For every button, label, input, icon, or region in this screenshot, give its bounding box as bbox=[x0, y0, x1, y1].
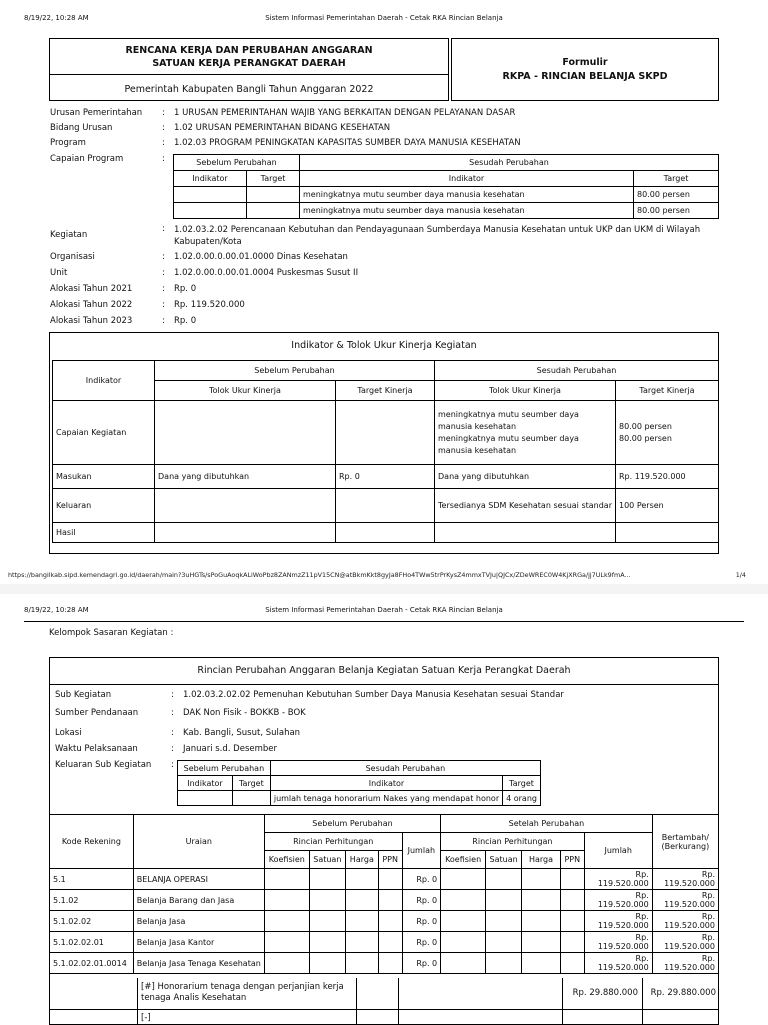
table-row: meningkatnya mutu seumber daya manusia kesehatan 80.00 persen bbox=[174, 203, 719, 219]
header-right-box bbox=[451, 38, 719, 101]
table-row: Masukan Dana yang dibutuhkan Rp. 0 Dana yang dibutuhkan Rp. 119.520.000 bbox=[53, 465, 719, 489]
print-title: Sistem Informasi Pemerintahan Daerah - Cetak RKA Rincian Belanja bbox=[265, 14, 503, 22]
print-footer bbox=[8, 571, 746, 579]
print-date: 8/19/22, 10:28 AM bbox=[24, 14, 89, 22]
kelompok-sasaran: Kelompok Sasaran Kegiatan : bbox=[49, 628, 174, 638]
budget-detail-rows bbox=[49, 978, 719, 1024]
kinerja-table: Indikator Sebelum Perubahan Sesudah Perubahan Tolok Ukur Kinerja Target Kinerja Tolok Ukur Kinerja Target Kinerja Capaian Kegiatan meningkatnya mutu seumber daya manusia kesehatan meningkatnya mutu seumber daya manusia kesehatan 80.00 persen 80.00 persen Masukan Dana yang dibutuhkan Rp. 0 Dana yang dibutuhkan Rp. 119.520.000 Keluaran Tersedianya SDM Kesehatan sesuai standar 100 Persen Hasil bbox=[52, 360, 719, 543]
page-number: 1/4 bbox=[732, 571, 746, 579]
form-code: RKPA - RINCIAN BELANJA SKPD bbox=[502, 71, 668, 82]
table-row: jumlah tenaga honorarium Nakes yang mendapat honor 4 orang bbox=[178, 791, 541, 806]
rincian-title: Rincian Perubahan Anggaran Belanja Kegiatan Satuan Kerja Perangkat Daerah bbox=[197, 665, 571, 676]
table-row: Capaian Kegiatan meningkatnya mutu seumber daya manusia kesehatan meningkatnya mutu seumber daya manusia kesehatan 80.00 persen 80.00 persen bbox=[53, 401, 719, 465]
table-row: [-] bbox=[49, 1010, 719, 1024]
table-row: Keluaran Tersedianya SDM Kesehatan sesuai standar 100 Persen bbox=[53, 489, 719, 523]
capaian-program-table: Sebelum Perubahan Sesudah Perubahan Indikator Target Indikator Target meningkatnya mutu seumber daya manusia kesehatan 80.00 persen meningkatnya mutu seumber daya manusia kesehatan 80.00 persen bbox=[173, 154, 719, 219]
table-row: [#] Honorarium tenaga dengan perjanjian kerja tenaga Analis Kesehatan Rp. 29.880.000 Rp. 29.880.000 bbox=[49, 978, 719, 1010]
table-row: Hasil bbox=[53, 523, 719, 543]
kinerja-title: Indikator & Tolok Ukur Kinerja Kegiatan bbox=[291, 340, 477, 351]
form-label: Formulir bbox=[562, 57, 608, 68]
budget-table: Kode Rekening Uraian Sebelum Perubahan Setelah Perubahan Bertambah/ (Berkurang) Rincian Perhitungan Jumlah Rincian Perhitungan Jumlah Koefisien Satuan Harga PPN Koefisien Satuan Harga PPN 5.1 BELANJA OPERASI Rp. 0 Rp. 119.520.000 Rp. 119.520.000 5.1.02 Belanja Barang dan Jasa Rp. 0 Rp. 119.520.000 Rp. 119.520.000 5.1.02.02 Belanja Jasa Rp. 0 Rp. 119.520.000 Rp. 119.520.000 5.1.02.02.01 Belanja Jasa Kantor Rp. 0 Rp. 119.520.000 Rp. 119.520.000 5.1.02.02.01.0014 Belanja Jasa Tenaga Kesehatan Rp. 0 Rp. 119.520.000 Rp. 119.520.000 bbox=[49, 814, 719, 974]
print-date: 8/19/22, 10:28 AM bbox=[24, 606, 89, 614]
page-separator bbox=[0, 584, 768, 594]
doc-title-line2: SATUAN KERJA PERANGKAT DAERAH bbox=[152, 58, 346, 69]
table-row: 5.1.02.02.01.0014 Belanja Jasa Tenaga Kesehatan Rp. 0 Rp. 119.520.000 Rp. 119.520.000 bbox=[50, 953, 719, 974]
print-title: Sistem Informasi Pemerintahan Daerah - Cetak RKA Rincian Belanja bbox=[265, 606, 503, 614]
doc-title-line1: RENCANA KERJA DAN PERUBAHAN ANGGARAN bbox=[125, 45, 373, 56]
doc-subtitle: Pemerintah Kabupaten Bangli Tahun Anggaran 2022 bbox=[124, 84, 374, 95]
header-left-box bbox=[49, 38, 449, 101]
table-row: 5.1.02.02.01 Belanja Jasa Kantor Rp. 0 Rp. 119.520.000 Rp. 119.520.000 bbox=[50, 932, 719, 953]
table-row: meningkatnya mutu seumber daya manusia kesehatan 80.00 persen bbox=[174, 187, 719, 203]
footer-url[interactable]: https://bangilkab.sipd.kemendagri.go.id/daerah/main?3uHGTs/sPoGuAoqkALiWoPbz8ZANmzZ11pV15CN@atBkmKkt8gyJa8FHo4TWw5trPrKysZ4mmxTVJu|QJCx/ZDeWREC0W4KjXRGa/jj7ULk9fmA... bbox=[8, 571, 631, 579]
table-row: 5.1 BELANJA OPERASI Rp. 0 Rp. 119.520.000 Rp. 119.520.000 bbox=[50, 869, 719, 890]
keluaran-table: Sebelum Perubahan Sesudah Perubahan Indikator Target Indikator Target jumlah tenaga honorarium Nakes yang mendapat honor 4 orang bbox=[177, 760, 541, 806]
table-row: 5.1.02.02 Belanja Jasa Rp. 0 Rp. 119.520.000 Rp. 119.520.000 bbox=[50, 911, 719, 932]
kegiatan-value: 1.02.03.2.02 Perencanaan Kebutuhan dan Pendayagunaan Sumberdaya Manusia Kesehatan untuk UKP dan UKM di Wilayah Kabupaten/Kota bbox=[174, 225, 701, 247]
table-row: 5.1.02 Belanja Barang dan Jasa Rp. 0 Rp. 119.520.000 Rp. 119.520.000 bbox=[50, 890, 719, 911]
